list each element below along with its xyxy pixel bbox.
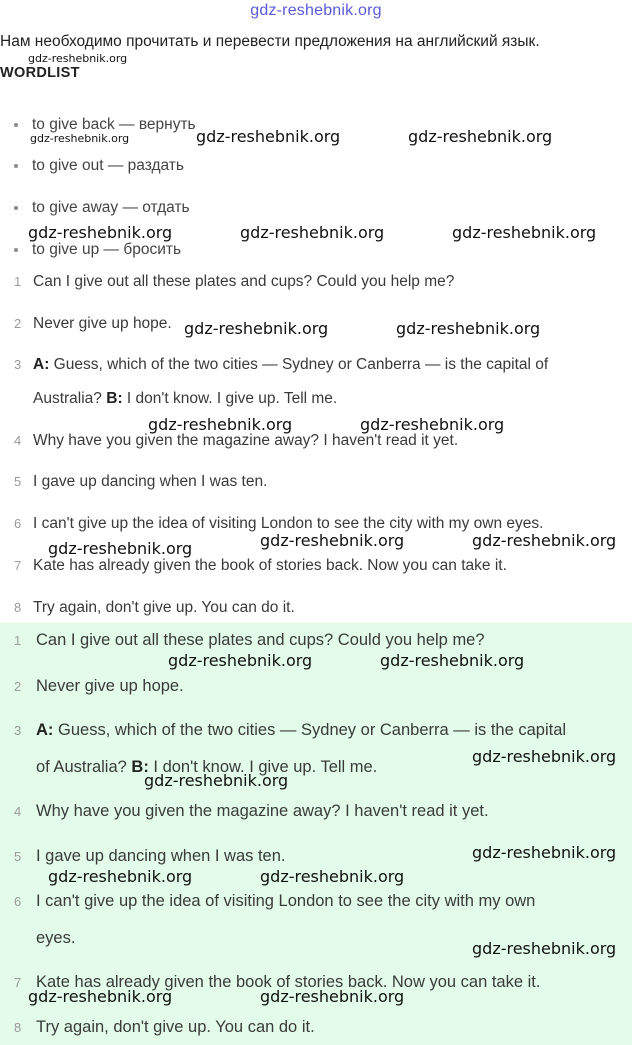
watermark: gdz-reshebnik.org xyxy=(260,867,405,886)
task-sentence: 4 Why have you given the magazine away? I haven't read it yet. xyxy=(14,432,459,449)
watermark: gdz-reshebnik.org xyxy=(30,132,130,145)
watermark: gdz-reshebnik.org xyxy=(196,127,341,146)
watermark: gdz-reshebnik.org xyxy=(472,531,617,550)
watermark: gdz-reshebnik.org xyxy=(472,843,617,862)
watermark: gdz-reshebnik.org xyxy=(28,223,173,242)
watermark: gdz-reshebnik.org xyxy=(260,531,405,550)
watermark: gdz-reshebnik.org xyxy=(168,651,313,670)
watermark: gdz-reshebnik.org xyxy=(452,223,597,242)
answer-sentence: 4 Why have you given the magazine away? I haven't read it yet. xyxy=(14,802,489,820)
site-header-link[interactable]: gdz-reshebnik.org xyxy=(250,2,382,19)
answer-sentence: 6 I can't give up the idea of visiting London to see the city with my own xyxy=(14,892,536,910)
watermark: gdz-reshebnik.org xyxy=(260,987,405,1006)
watermark: gdz-reshebnik.org xyxy=(184,319,329,338)
watermark: gdz-reshebnik.org xyxy=(472,747,617,766)
answer-sentence: 3 A: Guess, which of the two cities — Sydney or Canberra — is the capital xyxy=(14,721,567,739)
watermark: gdz-reshebnik.org xyxy=(148,415,293,434)
answer-sentence: 1 Can I give out all these plates and cups? Could you help me? xyxy=(14,631,485,649)
watermark: gdz-reshebnik.org xyxy=(360,415,505,434)
watermark: gdz-reshebnik.org xyxy=(396,319,541,338)
wordlist-item: to give away — отдать xyxy=(14,199,190,217)
wordlist-item: to give out — раздать xyxy=(14,157,184,175)
bullet-icon xyxy=(14,248,18,252)
answer-sentence: 8 Try again, don't give up. You can do it. xyxy=(14,1018,315,1036)
task-sentence: 7 Kate has already given the book of stories back. Now you can take it. xyxy=(14,557,507,574)
wordlist-title: WORDLIST xyxy=(0,65,80,81)
wordlist-item: to give back — вернуть xyxy=(14,116,196,134)
task-sentence: 2 Never give up hope. xyxy=(14,315,172,332)
answer-sentence-continuation: eyes. xyxy=(36,929,76,947)
wordlist-item: to give up — бросить xyxy=(14,241,181,259)
watermark: gdz-reshebnik.org xyxy=(472,939,617,958)
answer-sentence: 7 Kate has already given the book of stories back. Now you can take it. xyxy=(14,973,541,991)
watermark: gdz-reshebnik.org xyxy=(48,867,193,886)
watermark: gdz-reshebnik.org xyxy=(28,52,128,65)
watermark: gdz-reshebnik.org xyxy=(48,539,193,558)
bullet-icon xyxy=(14,164,18,168)
task-sentence: 6 I can't give up the idea of visiting London to see the city with my own eyes. xyxy=(14,515,544,532)
task-instruction: Нам необходимо прочитать и перевести предложения на английский язык. xyxy=(0,33,540,50)
answer-sentence: 5 I gave up dancing when I was ten. xyxy=(14,847,286,865)
task-sentence: 8 Try again, don't give up. You can do it. xyxy=(14,599,295,616)
task-sentence: 5 I gave up dancing when I was ten. xyxy=(14,473,268,490)
answer-panel xyxy=(0,623,632,1045)
task-sentence-continuation: Australia? B: I don't know. I give up. Tell me. xyxy=(33,390,338,407)
bullet-icon xyxy=(14,123,18,127)
watermark: gdz-reshebnik.org xyxy=(380,651,525,670)
watermark: gdz-reshebnik.org xyxy=(28,987,173,1006)
task-sentence: 1 Can I give out all these plates and cups? Could you help me? xyxy=(14,273,455,290)
watermark: gdz-reshebnik.org xyxy=(240,223,385,242)
watermark: gdz-reshebnik.org xyxy=(144,771,289,790)
task-sentence: 3 A: Guess, which of the two cities — Sydney or Canberra — is the capital of xyxy=(14,356,549,373)
answer-sentence: 2 Never give up hope. xyxy=(14,677,184,695)
watermark: gdz-reshebnik.org xyxy=(408,127,553,146)
bullet-icon xyxy=(14,206,18,210)
answer-sentence-continuation: of Australia? B: I don't know. I give up. Tell me. xyxy=(36,758,378,776)
